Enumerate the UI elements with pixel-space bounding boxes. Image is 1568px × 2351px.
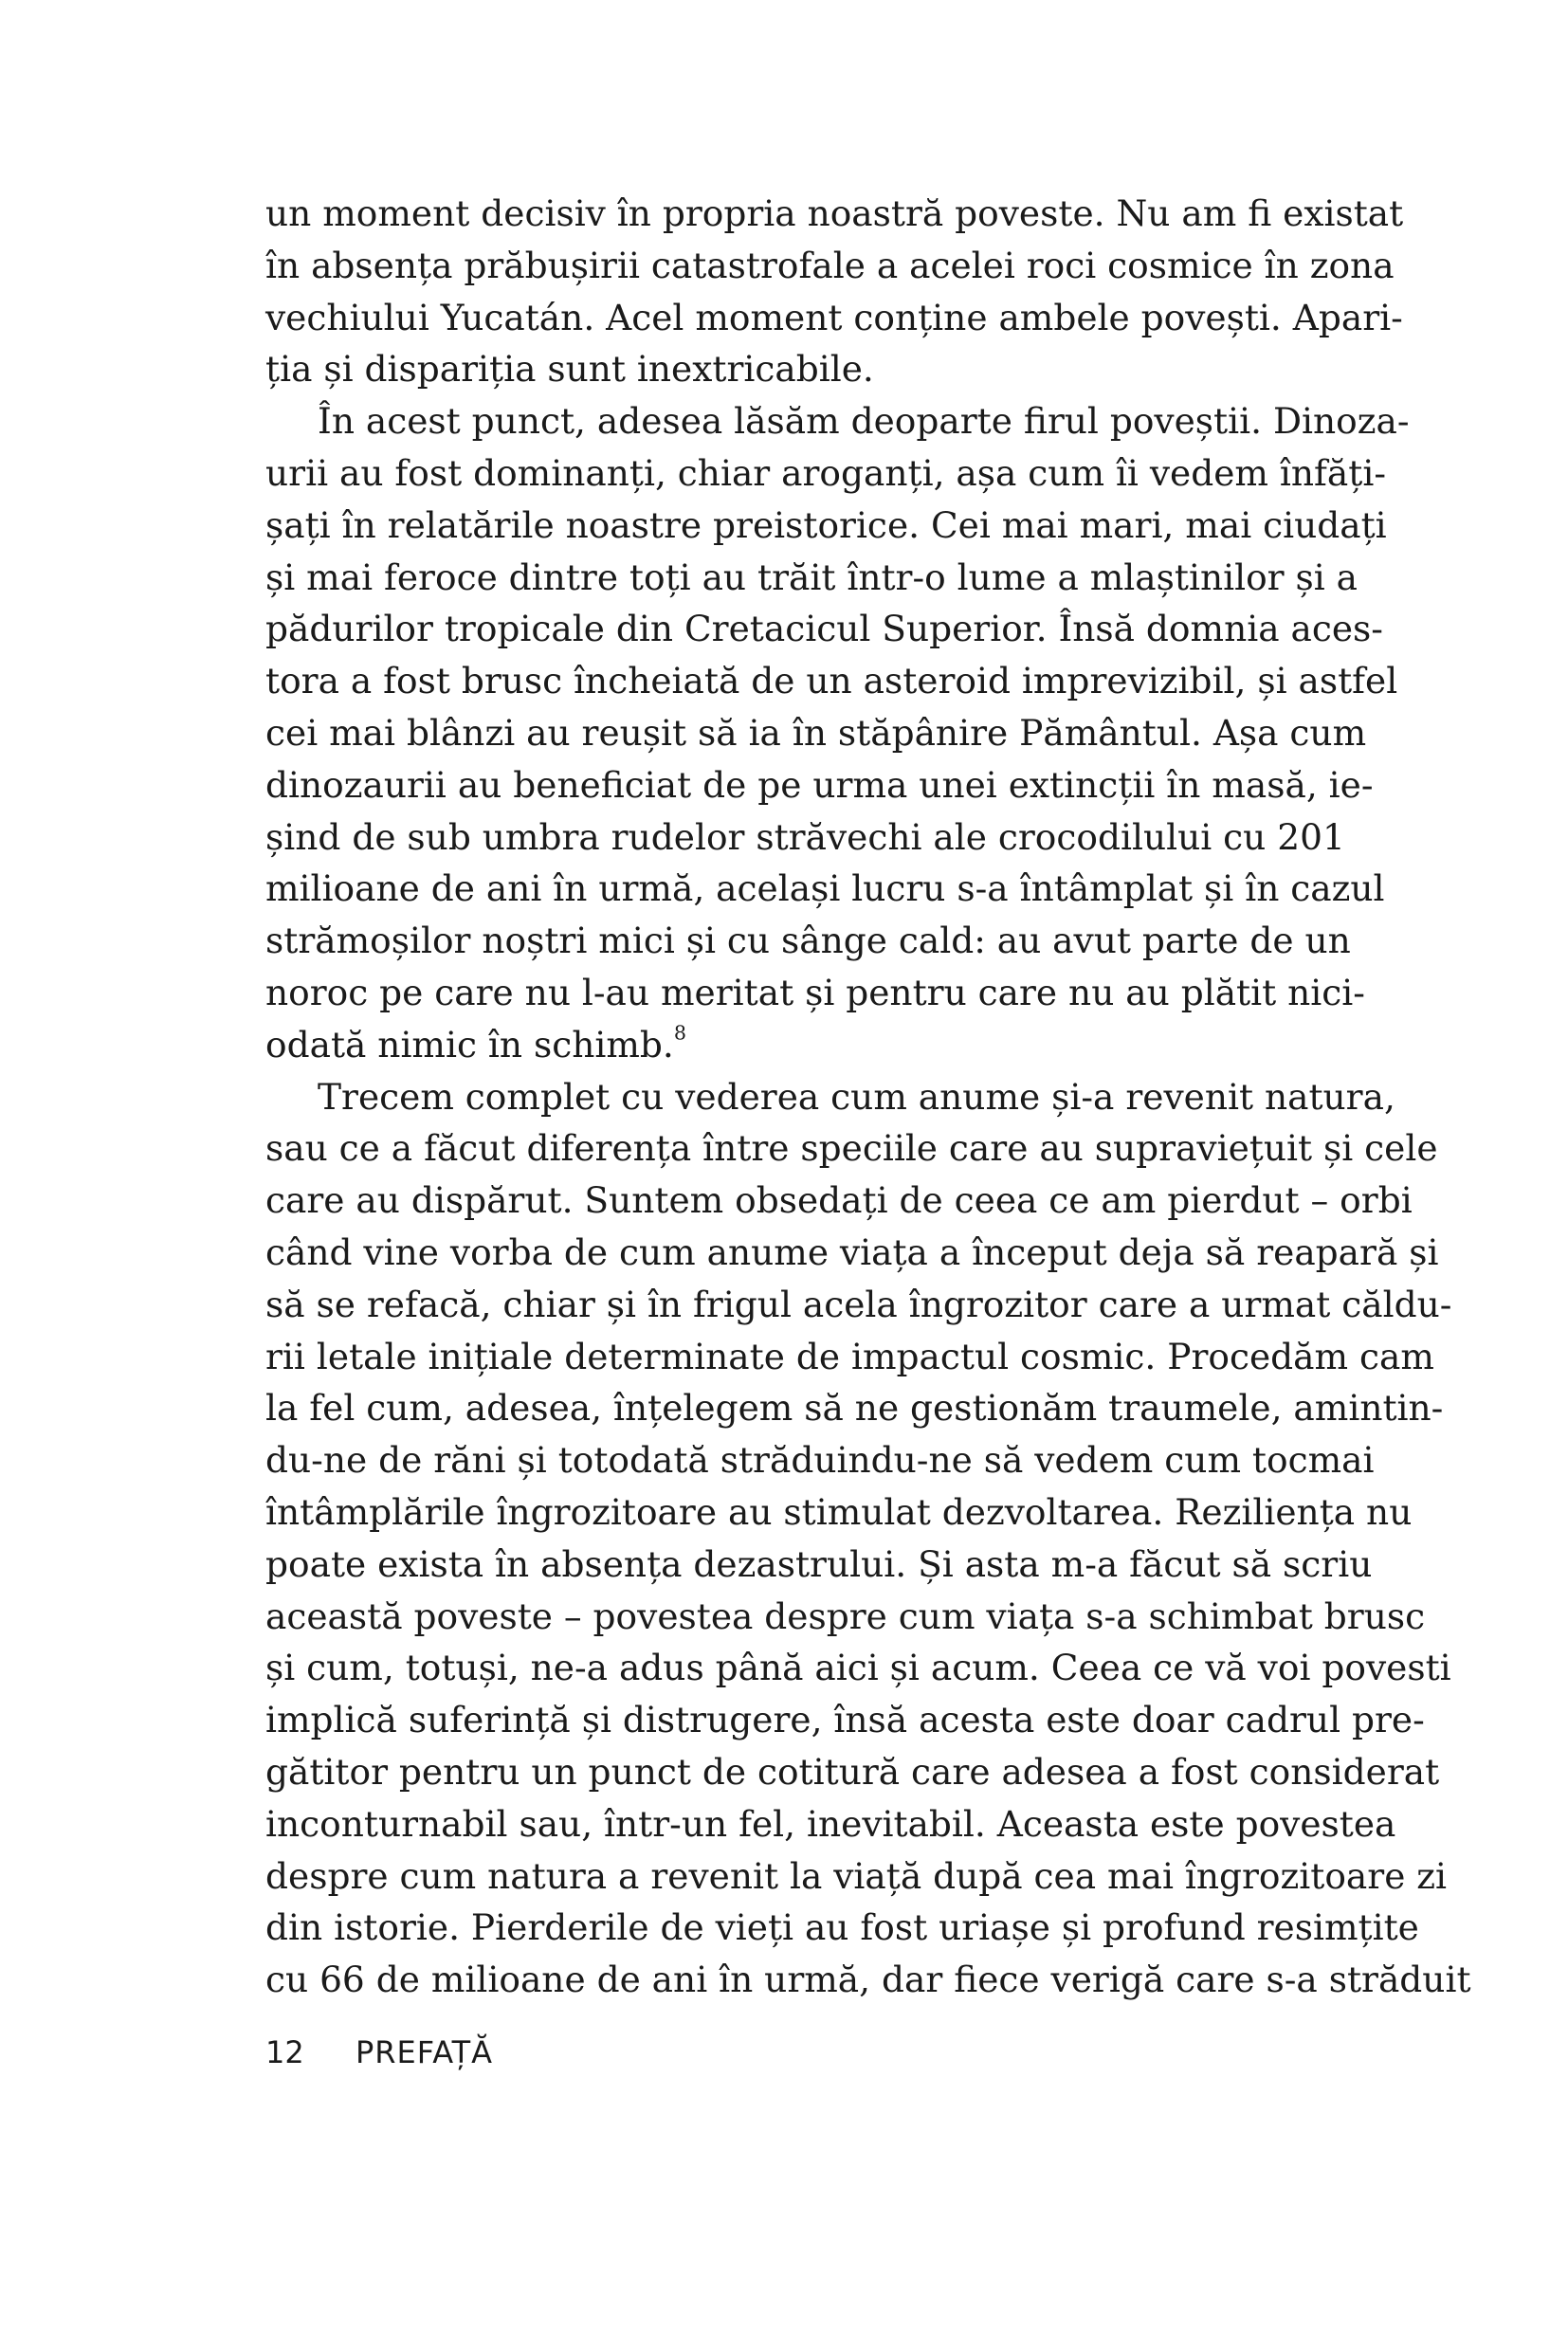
text-line: la fel cum, adesea, înțelegem să ne gestionăm traumele, amintin- bbox=[265, 1387, 1444, 1430]
text-line: dinozaurii au beneficiat de pe urma unei extincții în masă, ie- bbox=[265, 763, 1374, 806]
text-line: noroc pe care nu l-au meritat și pentru care nu au plătit nici- bbox=[265, 971, 1365, 1013]
text-line: vechiului Yucatán. Acel moment conține ambele povești. Apari- bbox=[265, 296, 1403, 338]
text-line: șați în relatările noastre preistorice. Cei mai mari, mai ciudați bbox=[265, 503, 1387, 546]
text-line: șind de sub umbra rudelor străvechi ale crocodilului cu 201 bbox=[265, 815, 1345, 858]
running-title: PREFAȚĂ bbox=[356, 2034, 494, 2070]
text-line: cu 66 de milioane de ani în urmă, dar fiece verigă care s-a străduit bbox=[265, 1959, 1471, 2001]
text-line: În acest punct, adesea lăsăm deoparte firul poveștii. Dinoza- bbox=[318, 400, 1410, 443]
text-line: în absența prăbușirii catastrofale a acelei roci cosmice în zona bbox=[265, 244, 1395, 286]
text-line: urii au fost dominanți, chiar aroganți, așa cum îi vedem înfăți- bbox=[265, 451, 1387, 494]
text-line: din istorie. Pierderile de vieți au fost uriașe și profund resimțite bbox=[265, 1906, 1419, 1949]
text-line-content: odată nimic în schimb. bbox=[265, 1023, 674, 1066]
text-line: rii letale inițiale determinate de impactul cosmic. Procedăm cam bbox=[265, 1335, 1434, 1377]
text-line: Trecem complet cu vederea cum anume și-a revenit natura, bbox=[318, 1075, 1395, 1118]
page-footer bbox=[265, 2034, 493, 2070]
text-line: când vine vorba de cum anume viața a început deja să reapară și bbox=[265, 1230, 1439, 1273]
text-line: despre cum natura a revenit la viață după cea mai îngrozitoare zi bbox=[265, 1854, 1448, 1897]
footnote-marker[interactable]: 8 bbox=[673, 1021, 686, 1045]
page-number: 12 bbox=[265, 2034, 304, 2070]
text-line: un moment decisiv în propria noastră poveste. Nu am fi existat bbox=[265, 192, 1404, 234]
text-line: să se refacă, chiar și în frigul acela îngrozitor care a urmat căldu- bbox=[265, 1283, 1452, 1325]
text-line: această poveste – povestea despre cum viața s-a schimbat brusc bbox=[265, 1595, 1426, 1637]
text-line bbox=[265, 1019, 1322, 1071]
text-line: și mai feroce dintre toți au trăit într-o lume a mlaștinilor și a bbox=[265, 556, 1358, 598]
text-line: care au dispărut. Suntem obsedați de ceea ce am pierdut – orbi bbox=[265, 1179, 1413, 1222]
text-line: du-ne de răni și totodată străduindu-ne să vedem cum tocmai bbox=[265, 1439, 1375, 1482]
text-line: tora a fost brusc încheiată de un asteroid imprevizibil, și astfel bbox=[265, 660, 1398, 702]
text-line: și cum, totuși, ne-a adus până aici și acum. Ceea ce vă voi povesti bbox=[265, 1647, 1451, 1689]
text-line: milioane de ani în urmă, același lucru s-a întâmplat și în cazul bbox=[265, 867, 1385, 910]
text-line: pădurilor tropicale din Cretacicul Superior. Însă domnia aces- bbox=[265, 608, 1383, 650]
text-line: implică suferință și distrugere, însă acesta este doar cadrul pre- bbox=[265, 1699, 1425, 1741]
text-line: poate exista în absența dezastrului. Și asta m-a făcut să scriu bbox=[265, 1542, 1373, 1585]
text-line: strămoșilor noștri mici și cu sânge cald: au avut parte de un bbox=[265, 920, 1351, 962]
text-line: cei mai blânzi au reușit să ia în stăpânire Pământul. Așa cum bbox=[265, 711, 1367, 754]
text-line: gătitor pentru un punct de cotitură care adesea a fost considerat bbox=[265, 1750, 1440, 1793]
body-text bbox=[265, 188, 1471, 2006]
text-line: sau ce a făcut diferența între speciile care au supraviețuit și cele bbox=[265, 1127, 1438, 1170]
text-line: ția și dispariția sunt inextricabile. bbox=[265, 348, 874, 391]
text-line: inconturnabil sau, într-un fel, inevitabil. Aceasta este povestea bbox=[265, 1802, 1396, 1845]
text-line: întâmplările îngrozitoare au stimulat dezvoltarea. Reziliența nu bbox=[265, 1490, 1413, 1533]
